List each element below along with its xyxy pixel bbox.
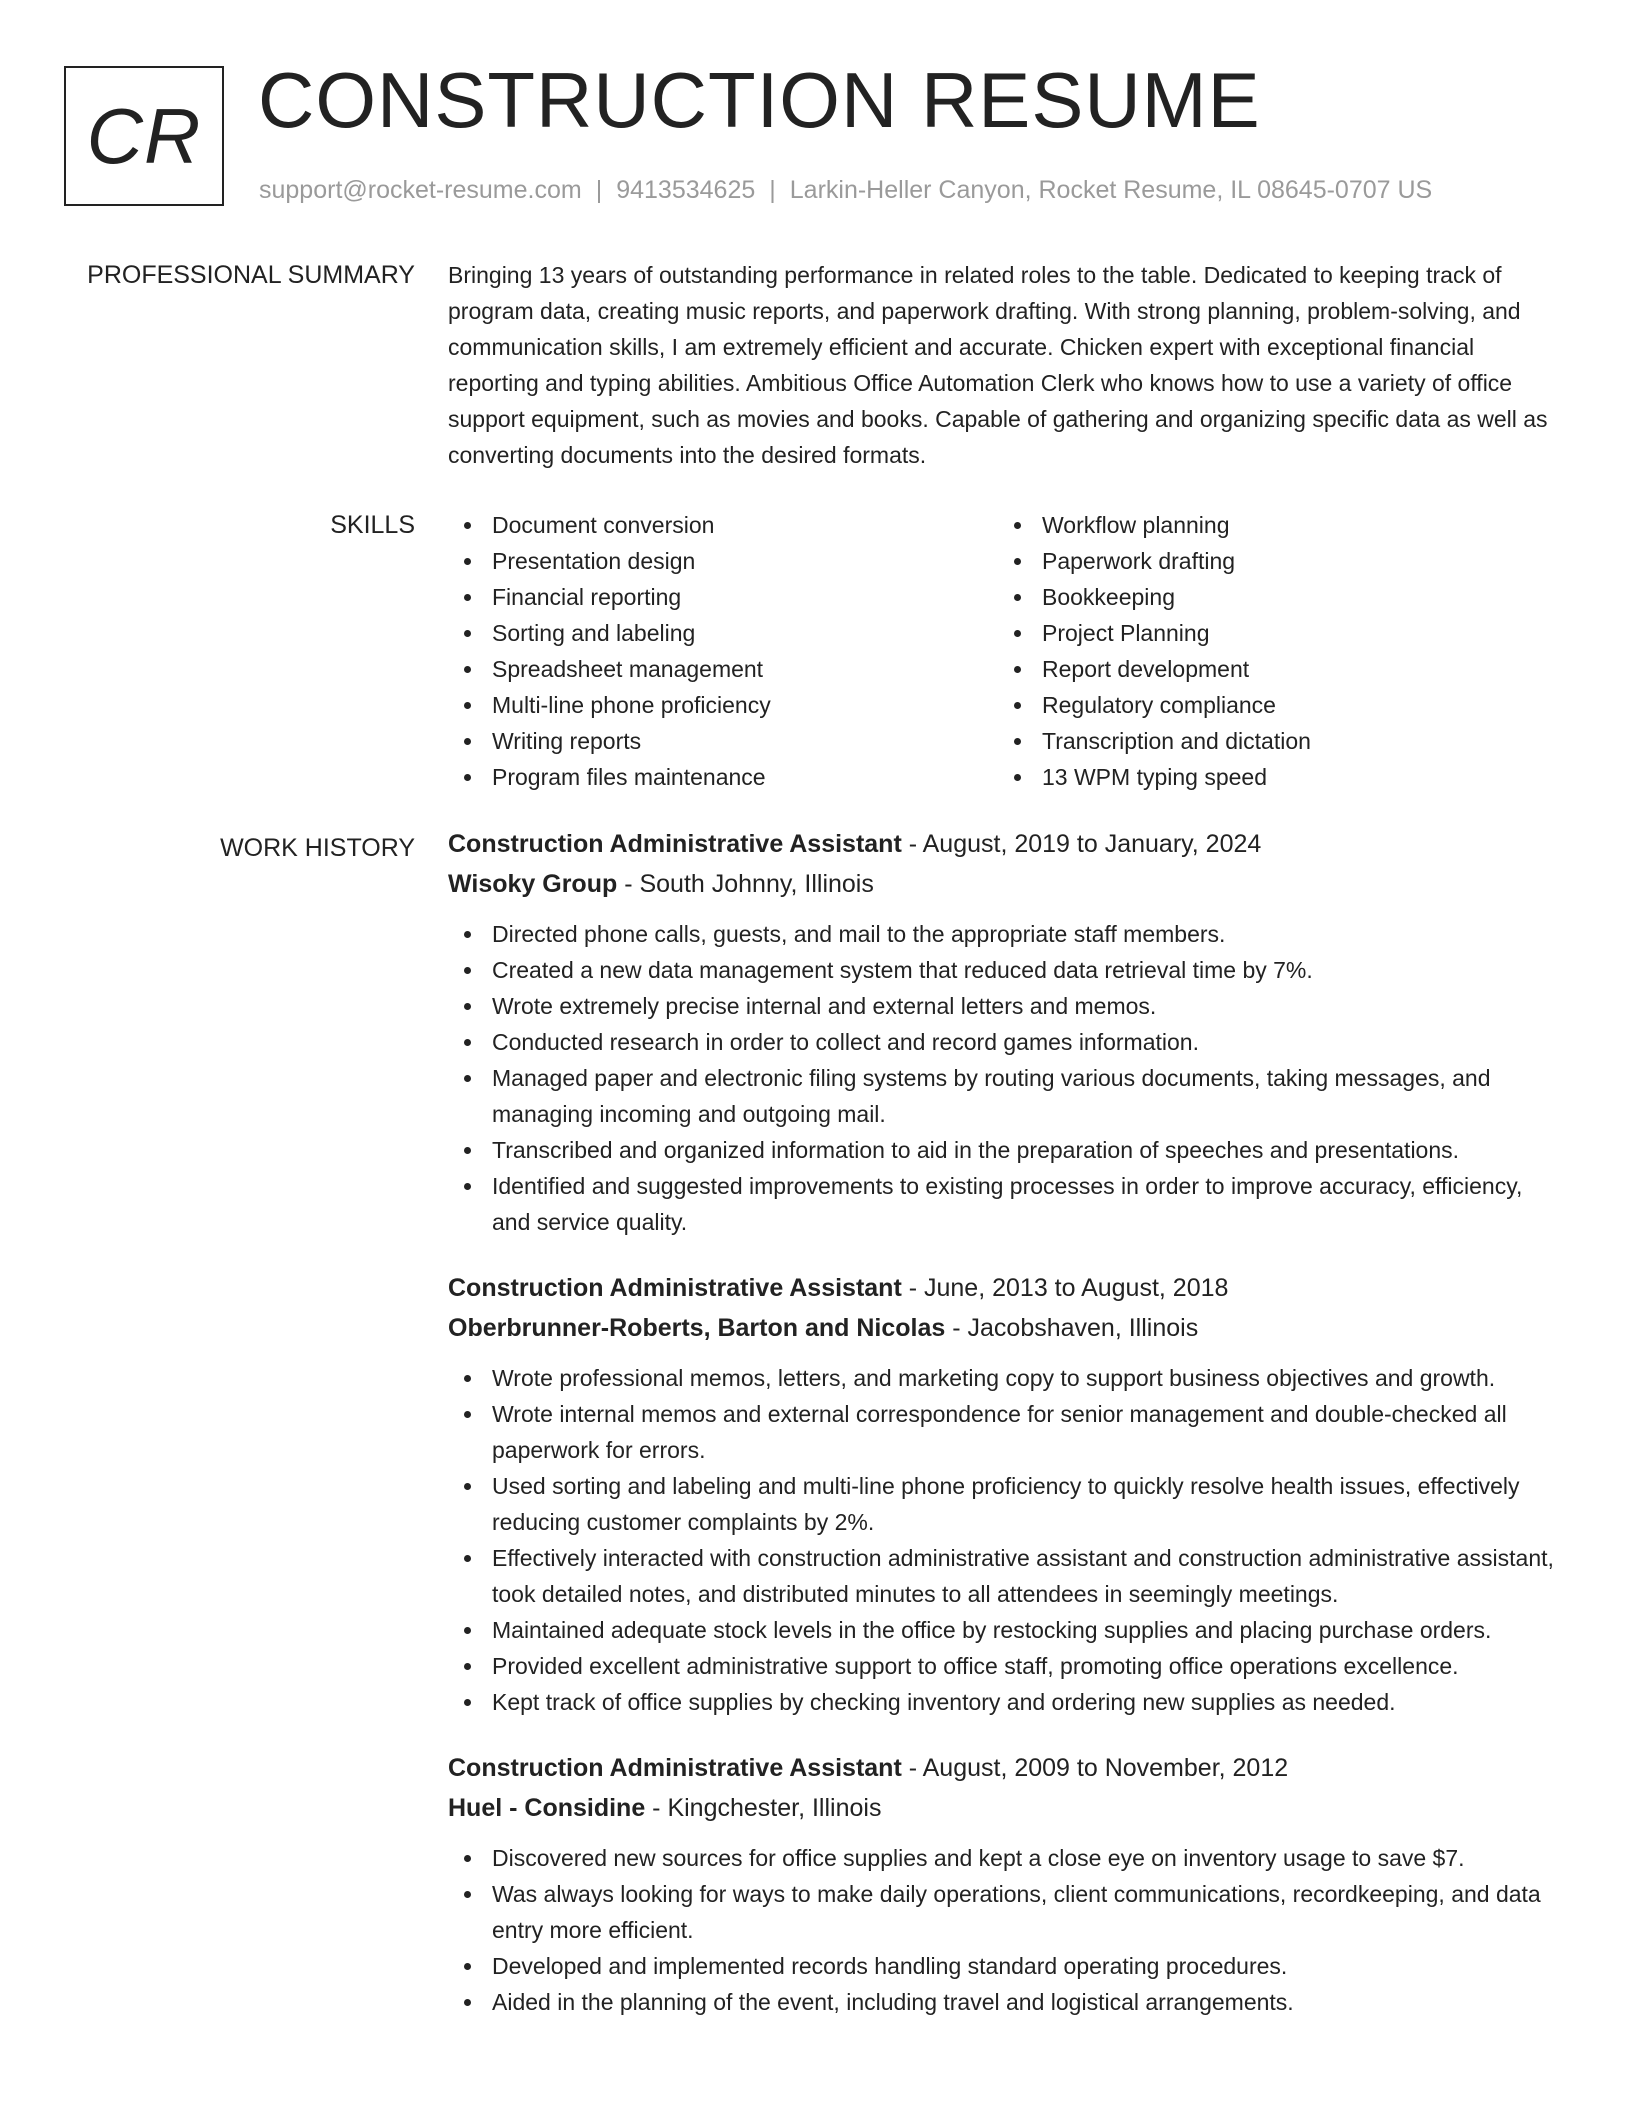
job-title: Construction Administrative Assistant <box>448 830 902 858</box>
job-bullet: Conducted research in order to collect and record games information. <box>448 1024 1566 1060</box>
skill-item: Writing reports <box>448 723 998 759</box>
job-bullet: Maintained adequate stock levels in the office by restocking supplies and placing purchase orders. <box>448 1612 1566 1648</box>
job-bullet: Managed paper and electronic filing systems by routing various documents, taking messages, and managing incoming and outgoing mail. <box>448 1060 1566 1132</box>
summary-text: Bringing 13 years of outstanding performance in related roles to the table. Dedicated to keeping track of program data, creating music reports, and paperwork drafting. With strong planning, problem-solving, and communication skills, I am extremely efficient and accurate. Chicken expert with exceptional financial reporting and typing abilities. Ambitious Office Automation Clerk who knows how to use a variety of office support equipment, such as movies and books. Capable of gathering and organizing specific data as well as converting documents into the desired formats. <box>448 262 1548 468</box>
job-bullet: Provided excellent administrative support to office staff, promoting office operations excellence. <box>448 1648 1566 1684</box>
job-bullet: Kept track of office supplies by checking inventory and ordering new supplies as needed. <box>448 1684 1566 1720</box>
job-company-line <box>448 1788 1566 1828</box>
contact-separator: | <box>769 176 776 204</box>
skill-item: Project Planning <box>998 615 1548 651</box>
skill-item: Presentation design <box>448 543 998 579</box>
job-bullet: Wrote professional memos, letters, and marketing copy to support business objectives and growth. <box>448 1360 1566 1396</box>
job-dates: - June, 2013 to August, 2018 <box>901 1274 1229 1302</box>
skill-item: Bookkeeping <box>998 579 1548 615</box>
skill-item: Workflow planning <box>998 507 1548 543</box>
section-label-work-history: WORK HISTORY <box>220 834 415 862</box>
contact-separator: | <box>595 176 603 204</box>
contact-phone: 9413534625 <box>616 176 756 204</box>
skill-item: Regulatory compliance <box>998 687 1548 723</box>
contact-email: support@rocket-resume.com <box>259 176 582 204</box>
job-title-line <box>448 824 1566 864</box>
job-dates: - August, 2019 to January, 2024 <box>901 830 1262 858</box>
skills-column-1 <box>448 507 998 795</box>
job-company: Oberbrunner-Roberts, Barton and Nicolas <box>448 1314 946 1342</box>
job-bullet: Wrote internal memos and external correspondence for senior management and double-checked all paperwork for errors. <box>448 1396 1566 1468</box>
job-bullet: Effectively interacted with construction administrative assistant and construction administrative assistant, took detailed notes, and distributed minutes to all attendees in seemingly meetings. <box>448 1540 1566 1612</box>
skill-item: Spreadsheet management <box>448 651 998 687</box>
job-title-line <box>448 1748 1566 1788</box>
job-bullet: Discovered new sources for office supplies and kept a close eye on inventory usage to save $7. <box>448 1840 1566 1876</box>
skill-item: Program files maintenance <box>448 759 998 795</box>
job-title: Construction Administrative Assistant <box>448 1274 902 1302</box>
page-title: CONSTRUCTION RESUME <box>258 56 1261 144</box>
job-location: - Jacobshaven, Illinois <box>945 1314 1199 1342</box>
job-bullet: Used sorting and labeling and multi-line phone proficiency to quickly resolve health issues, effectively reducing customer complaints by 2%. <box>448 1468 1566 1540</box>
job-dates: - August, 2009 to November, 2012 <box>901 1754 1289 1782</box>
job-bullet-list <box>448 1840 1566 2020</box>
skills-body <box>448 507 1566 795</box>
skill-item: Multi-line phone proficiency <box>448 687 998 723</box>
summary-body <box>448 257 1566 473</box>
section-label-summary: PROFESSIONAL SUMMARY <box>87 261 415 289</box>
job-company-line <box>448 1308 1566 1348</box>
job-location: - South Johnny, Illinois <box>617 870 874 898</box>
monogram-logo: CR <box>64 66 224 206</box>
job-location: - Kingchester, Illinois <box>645 1794 882 1822</box>
contact-address: Larkin-Heller Canyon, Rocket Resume, IL 08645-0707 US <box>789 176 1433 204</box>
skill-item: Paperwork drafting <box>998 543 1548 579</box>
job-bullet: Developed and implemented records handling standard operating procedures. <box>448 1948 1566 1984</box>
job-bullet: Transcribed and organized information to aid in the preparation of speeches and presentations. <box>448 1132 1566 1168</box>
skill-item: Financial reporting <box>448 579 998 615</box>
skill-item: Report development <box>998 651 1548 687</box>
job-entry <box>448 1268 1566 1720</box>
job-entry <box>448 824 1566 1240</box>
job-title: Construction Administrative Assistant <box>448 1754 902 1782</box>
job-company: Wisoky Group <box>448 870 618 898</box>
skill-item: 13 WPM typing speed <box>998 759 1548 795</box>
skill-item: Document conversion <box>448 507 998 543</box>
skill-item: Transcription and dictation <box>998 723 1548 759</box>
job-bullet: Aided in the planning of the event, including travel and logistical arrangements. <box>448 1984 1566 2020</box>
contact-line <box>259 176 1432 205</box>
job-entry <box>448 1748 1566 2020</box>
job-bullet-list <box>448 916 1566 1240</box>
job-bullet-list <box>448 1360 1566 1720</box>
job-bullet: Was always looking for ways to make daily operations, client communications, recordkeeping, and data entry more efficient. <box>448 1876 1566 1948</box>
job-title-line <box>448 1268 1566 1308</box>
section-label-skills: SKILLS <box>330 511 415 539</box>
skills-column-2 <box>998 507 1548 795</box>
job-company: Huel - Considine <box>448 1794 646 1822</box>
skill-item: Sorting and labeling <box>448 615 998 651</box>
job-company-line <box>448 864 1566 904</box>
job-bullet: Created a new data management system that reduced data retrieval time by 7%. <box>448 952 1566 988</box>
job-bullet: Directed phone calls, guests, and mail to the appropriate staff members. <box>448 916 1566 952</box>
job-bullet: Identified and suggested improvements to existing processes in order to improve accuracy, efficiency, and service quality. <box>448 1168 1566 1240</box>
work-history-body <box>448 824 1566 2048</box>
job-bullet: Wrote extremely precise internal and external letters and memos. <box>448 988 1566 1024</box>
